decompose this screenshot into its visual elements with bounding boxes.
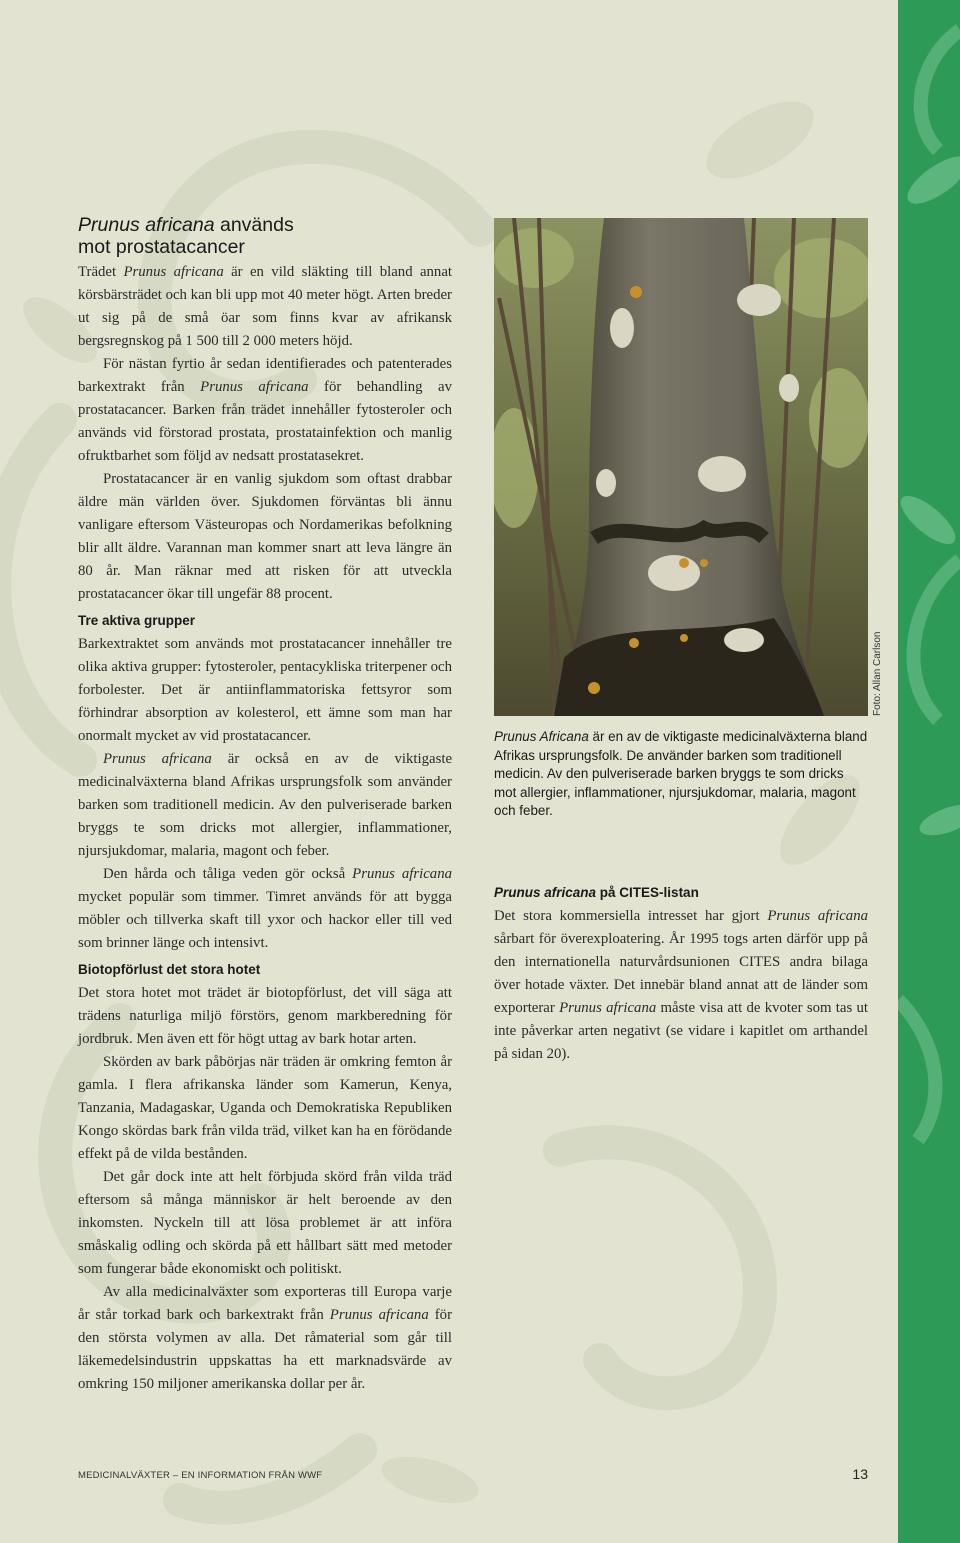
strip-ornament (898, 0, 960, 1543)
paragraph: Barkextraktet som används mot prostatacancer innehåller tre olika aktiva grupper: fytosteroler, pentacykliska triterpener och forbolester. Det är antiinflammatoriska fettsyror som förhindrar absorption av kolesterol, ett ämne som man har onormalt mycket av vid prostatacancer. (78, 636, 452, 744)
species-name: Prunus africana (352, 866, 452, 882)
paragraph: Det stora hotet mot trädet är biotopförlust, det vill säga att trädens naturliga miljö förstörs, genom markberedning för jordbruk. Men även ett för högt uttag av bark hotar arten. (78, 985, 452, 1047)
paragraph: Prostatacancer är en vanlig sjukdom som oftast drabbar äldre män världen över. Sjukdomen förväntas bli ännu vanligare eftersom Västeuropas och Nordamerikas befolkning blir allt äldre. Varannan man kommer snart att leva längre än 80 år. Man räknar med att risken för att utveckla prostatacancer ökar till ungefär 88 procent. (78, 471, 452, 602)
page-number: 13 (852, 1466, 868, 1482)
heading-active-groups: Tre aktiva grupper (78, 613, 196, 628)
species-name: Prunus africana (200, 379, 309, 395)
biotope-loss-section (78, 982, 452, 1396)
species-name: Prunus africana (559, 1000, 657, 1016)
paragraph: Det går dock inte att helt förbjuda skörd från vilda träd eftersom så många människor är helt beroende av den inkomsten. Nyckeln till att lösa problemet är att införa småskalig odling och skörda på ett hållbart sätt med metoder som fungerar både ekonomiskt och politiskt. (78, 1169, 452, 1277)
cites-body (494, 905, 868, 1066)
main-article-column (78, 214, 452, 1396)
species-name: Prunus africana (123, 264, 224, 280)
paragraph: Trädet Prunus africana är en vild släkting till bland annat körsbärsträdet och kan bli upp mot 40 meter högt. Arten breder ut sig på de små öar som finns kvar av afrikansk bergsregnskog på 1 500 till 2 000 meters höjd. (78, 264, 453, 349)
heading-biotope-loss: Biotopförlust det stora hotet (78, 962, 261, 977)
paragraph: Prunus africana är också en av de viktigaste medicinalväxterna bland Afrikas ursprungsfolk som använder barken som traditionell medicin. Av den pulveriserade barken bryggs te som dricks mot allergier, inflammationer, njursjukdomar, malaria, magont och feber. (78, 751, 453, 859)
paragraph: Det stora kommersiella intresset har gjort Prunus africana sårbart för överexploatering. År 1995 togs arten därför upp på den internationella naturvårdsunionen CITES andra bilaga över hotade växter. Det innebär bland annat att de länder som exporterar Prunus africana måste visa att de kvoter som tas ut inte påverkar arten negativt (se vidare i kapitlet om arthandel på sidan 20). (494, 908, 869, 1062)
heading-cites: Prunus africana på CITES-listan (494, 885, 699, 900)
species-name: Prunus africana (329, 1307, 429, 1323)
article-title: Prunus africana används mot prostatacancer (78, 214, 294, 258)
intro-section (78, 261, 452, 606)
paragraph: Den hårda och tåliga veden gör också Prunus africana mycket populär som timmer. Timret används för att bygga möbler och tillverka skaft till yxor och hackor eller till ved som brinner länge och intensivt. (78, 866, 452, 951)
species-name: Prunus africana (103, 751, 212, 767)
tree-bark-photo (494, 218, 868, 716)
active-groups-section (78, 633, 452, 955)
photo-caption: Prunus Africana är en av de viktigaste medicinalväxterna bland Afrikas ursprungsfolk. De använder barken som traditionell medicin. Av den pulveriserade barken bryggs te som dricks mot allergier, inflammationer, njursjukdomar, malaria, magont och feber. (494, 729, 868, 818)
paragraph: För nästan fyrtio år sedan identifierades och patenterades barkextrakt från Prunus africana för behandling av prostatacancer. Barken från trädet innehåller fytosteroler och används vid förstorad prostata, prostatainfektion och manlig ofruktbarhet som följd av nedsatt prostatasekret. (78, 356, 452, 464)
photo-credit: Foto: Allan Carlson (872, 631, 883, 716)
paragraph: Skörden av bark påbörjas när träden är omkring femton år gamla. I flera afrikanska länder som Kamerun, Kenya, Tanzania, Madagaskar, Uganda och Demokratiska Republiken Kongo skördas bark från vilda träd, vilket kan ha en förödande effekt på de vilda bestånden. (78, 1054, 452, 1162)
species-name: Prunus africana (767, 908, 869, 924)
species-name: Prunus Africana (494, 729, 589, 744)
paragraph: Av alla medicinalväxter som exporteras till Europa varje år står torkad bark och barkextrakt från Prunus africana för den största volymen av alla. Det råmaterial som går till läkemedelsindustrin uppskattas ha ett marknadsvärde av omkring 150 miljoner amerikanska dollar per år. (78, 1284, 453, 1392)
cites-section (494, 878, 868, 1066)
publication-footer: MEDICINALVÄXTER – EN INFORMATION FRÅN WWF (78, 1470, 323, 1481)
